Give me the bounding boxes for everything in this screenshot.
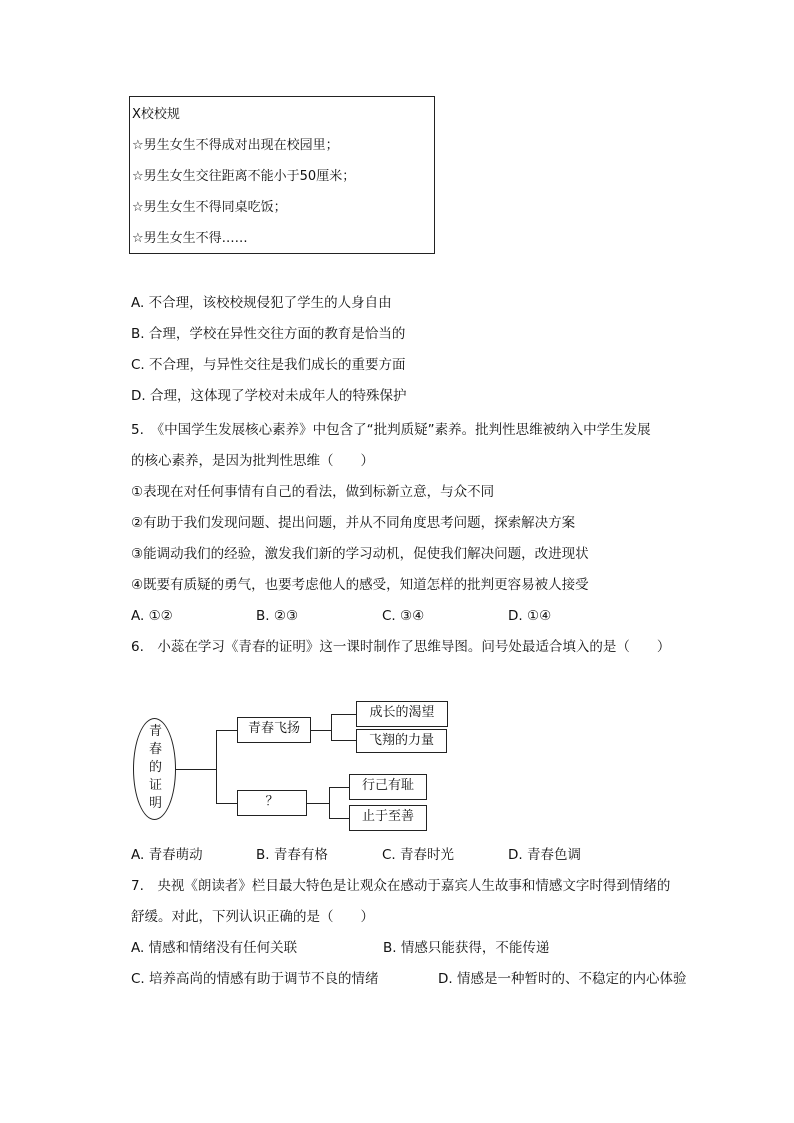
school-rules-title: X校校规 bbox=[132, 107, 180, 122]
q4-option-c[interactable]: C. 不合理，与异性交往是我们成长的重要方面 bbox=[131, 357, 406, 373]
school-rule-item: ☆男生女生不得…… bbox=[132, 231, 248, 246]
q5-statement-4: ④既要有质疑的勇气，也要考虑他人的感受，知道怎样的批判更容易被人接受 bbox=[131, 577, 589, 593]
mindmap-connector bbox=[176, 769, 216, 770]
q7-option-c[interactable]: C. 培养高尚的情感有助于调节不良的情绪 bbox=[131, 971, 379, 987]
q4-option-a[interactable]: A. 不合理，该校校规侵犯了学生的人身自由 bbox=[131, 295, 392, 311]
mindmap-center-char: 春 bbox=[148, 742, 162, 757]
mindmap-center-char: 的 bbox=[148, 760, 162, 775]
mindmap-center-node bbox=[133, 718, 176, 820]
mindmap-branch-2: ？ bbox=[237, 790, 307, 816]
q4-option-d[interactable]: D. 合理，这体现了学校对未成年人的特殊保护 bbox=[131, 388, 407, 404]
school-rule-item: ☆男生女生不得成对出现在校园里； bbox=[132, 138, 339, 153]
q5-statement-2: ②有助于我们发现问题、提出问题，并从不同角度思考问题，探索解决方案 bbox=[131, 515, 576, 531]
mindmap-leaf: 飞翔的力量 bbox=[356, 729, 447, 753]
mindmap-branch-1: 青春飞扬 bbox=[237, 717, 311, 743]
mindmap-connector bbox=[329, 787, 330, 818]
q5-statement-3: ③能调动我们的经验，激发我们新的学习动机，促使我们解决问题，改进现状 bbox=[131, 546, 589, 562]
q7-option-a[interactable]: A. 情感和情绪没有任何关联 bbox=[131, 940, 298, 956]
q7-option-b[interactable]: B. 情感只能获得，不能传递 bbox=[383, 940, 550, 956]
q5-option-c[interactable]: C. ③④ bbox=[382, 608, 425, 624]
q6-stem: 6. 小蕊在学习《青春的证明》这一课时制作了思维导图。问号处最适合填入的是（ ） bbox=[131, 639, 671, 655]
mindmap-center-char: 青 bbox=[148, 724, 162, 739]
q6-option-c[interactable]: C. 青春时光 bbox=[382, 847, 455, 863]
q5-stem-line1: 5. 《中国学生发展核心素养》中包含了“批判质疑”素养。批判性思维被纳入中学生发展 bbox=[131, 422, 651, 438]
q6-option-d[interactable]: D. 青春色调 bbox=[508, 847, 581, 863]
mindmap-connector bbox=[311, 730, 331, 731]
mindmap-connector bbox=[307, 803, 329, 804]
mindmap-connector bbox=[216, 730, 237, 731]
mindmap-leaf: 行己有耻 bbox=[349, 774, 427, 800]
q5-statement-1: ①表现在对任何事情有自己的看法，做到标新立意，与众不同 bbox=[131, 484, 495, 500]
q5-option-d[interactable]: D. ①④ bbox=[508, 608, 552, 624]
q5-stem-line2: 的核心素养，是因为批判性思维（ ） bbox=[131, 453, 374, 469]
school-rule-item: ☆男生女生不得同桌吃饭； bbox=[132, 200, 287, 215]
mindmap-leaf: 成长的渴望 bbox=[356, 701, 448, 727]
q6-option-a[interactable]: A. 青春萌动 bbox=[131, 847, 203, 863]
mindmap-connector bbox=[329, 787, 349, 788]
mindmap-connector bbox=[216, 803, 237, 804]
q4-option-b[interactable]: B. 合理，学校在异性交往方面的教育是恰当的 bbox=[131, 326, 406, 342]
q5-option-b[interactable]: B. ②③ bbox=[256, 608, 299, 624]
q5-option-a[interactable]: A. ①② bbox=[131, 608, 173, 624]
school-rule-item: ☆男生女生交往距离不能小于50厘米； bbox=[132, 169, 356, 184]
q7-stem-line1: 7. 央视《朗读者》栏目最大特色是让观众在感动于嘉宾人生故事和情感文字时得到情绪的 bbox=[131, 878, 671, 894]
mindmap-center-char: 明 bbox=[148, 796, 162, 811]
q6-option-b[interactable]: B. 青春有格 bbox=[256, 847, 328, 863]
q7-stem-line2: 舒缓。对此，下列认识正确的是（ ） bbox=[131, 909, 374, 925]
mindmap-connector bbox=[216, 730, 217, 803]
mindmap-connector bbox=[331, 740, 356, 741]
mindmap-center-char: 证 bbox=[148, 778, 162, 793]
q7-option-d[interactable]: D. 情感是一种暂时的、不稳定的内心体验 bbox=[438, 971, 687, 987]
school-rules-box bbox=[129, 96, 435, 254]
mindmap-connector bbox=[329, 818, 349, 819]
mindmap-connector bbox=[331, 714, 332, 740]
mindmap-connector bbox=[331, 714, 356, 715]
mindmap-leaf: 止于至善 bbox=[349, 805, 427, 831]
